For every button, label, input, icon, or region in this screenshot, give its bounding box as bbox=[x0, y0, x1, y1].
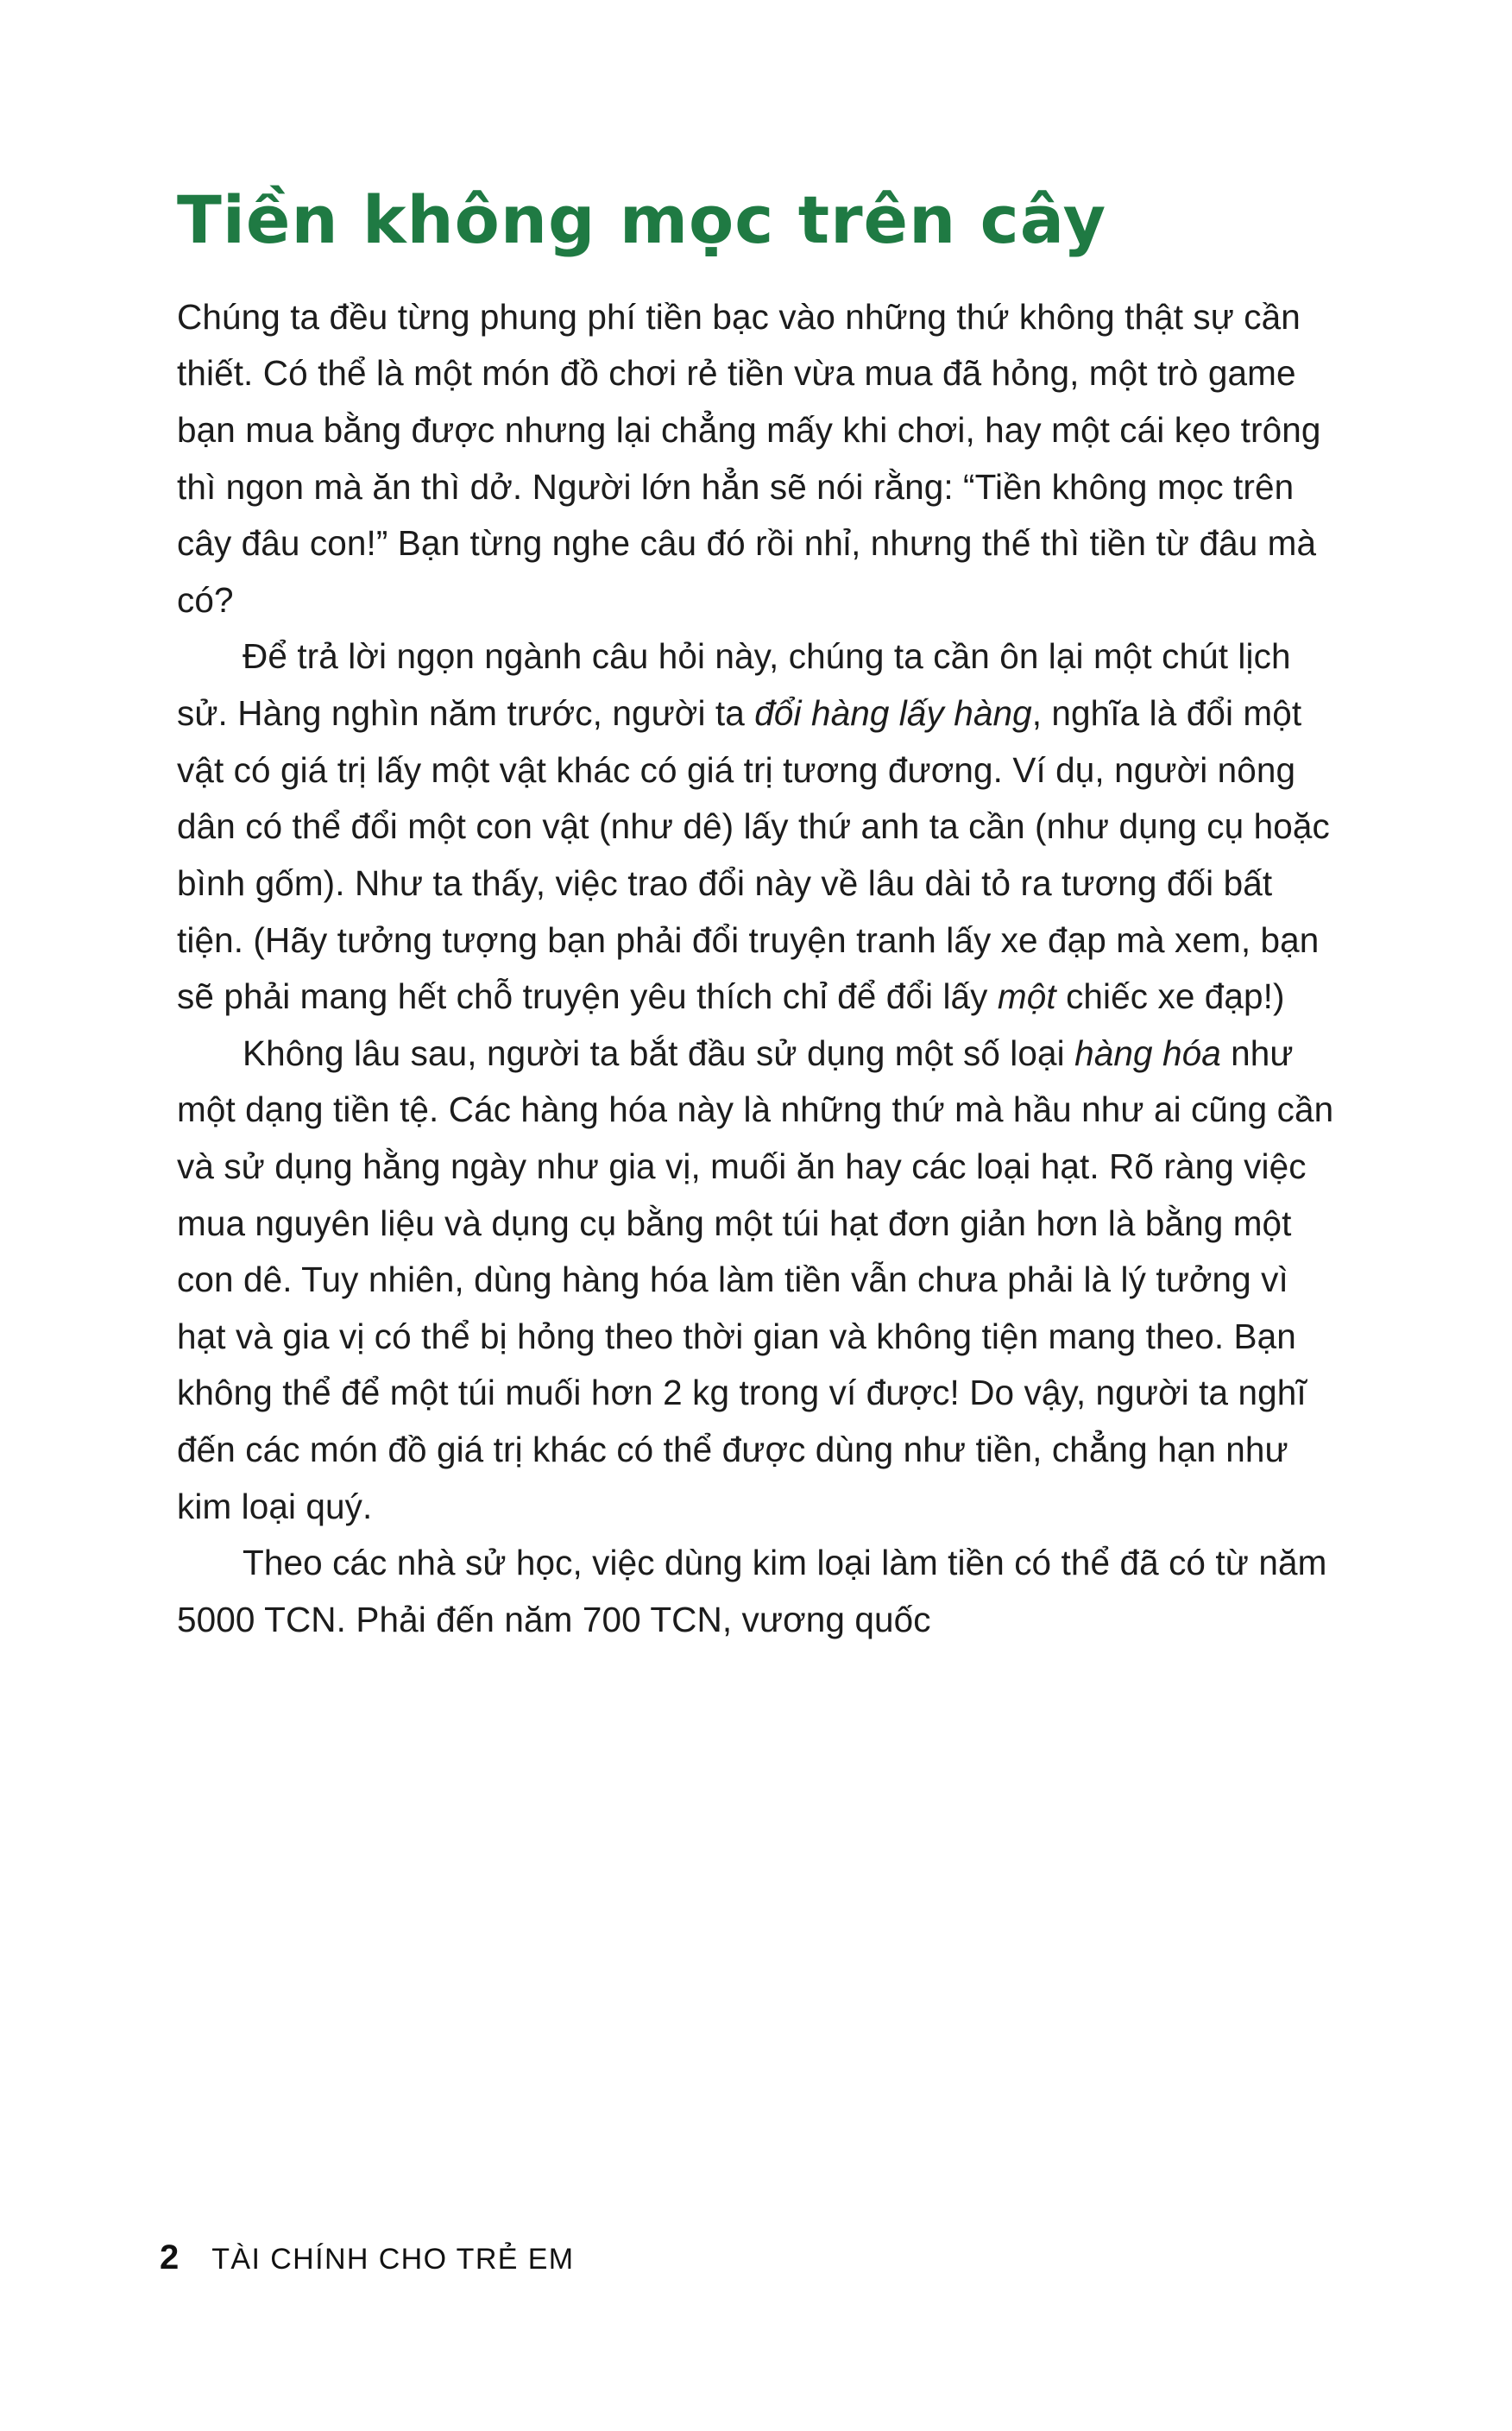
page-title: Tiền không mọc trên cây bbox=[177, 181, 1107, 258]
paragraph-3-seg-3: như một dạng tiền tệ. Các hàng hóa này là những thứ mà hầu như ai cũng cần và sử dụng hằng ngày như gia vị, muối ăn hay các loại hạt. Rõ ràng việc mua nguyên liệu và dụng cụ bằng một túi hạt đơn giản hơn là bằng một con dê. Tuy nhiên, dùng hàng hóa làm tiền vẫn chưa phải là lý tưởng vì hạt và gia vị có thể bị hỏng theo thời gian và không tiện mang theo. Bạn không thể để một túi muối hơn 2 kg trong ví được! Do vậy, người ta nghĩ đến các món đồ giá trị khác có thể được dùng như tiền, chẳng hạn như kim loại quý. bbox=[177, 1032, 1334, 1526]
page-content bbox=[177, 181, 1346, 1648]
paragraph-3 bbox=[177, 1026, 1346, 1535]
paragraph-2-seg-4-italic: một bbox=[997, 976, 1056, 1017]
paragraph-4: Theo các nhà sử học, việc dùng kim loại làm tiền có thể đã có từ năm 5000 TCN. Phải đến năm 700 TCN, vương quốc bbox=[177, 1543, 1327, 1639]
paragraph-2-seg-5: chiếc xe đạp!) bbox=[1055, 976, 1285, 1017]
paragraph-1: Chúng ta đều từng phung phí tiền bạc vào những thứ không thật sự cần thiết. Có thể là một món đồ chơi rẻ tiền vừa mua đã hỏng, một trò game bạn mua bằng được nhưng lại chẳng mấy khi chơi, hay một cái kẹo trông thì ngon mà ăn thì dở. Người lớn hẳn sẽ nói rằng: “Tiền không mọc trên cây đâu con!” Bạn từng nghe câu đó rồi nhỉ, nhưng thế thì tiền từ đâu mà có? bbox=[177, 296, 1321, 620]
paragraph-2-seg-1: Để trả lời ngọn ngành câu hỏi này, chúng ta cần ôn lại một chút lịch sử. Hàng nghìn năm trước, người ta bbox=[177, 636, 1291, 734]
paragraph-2 bbox=[177, 628, 1346, 1025]
page-number: 2 bbox=[160, 2238, 180, 2276]
running-head: TÀI CHÍNH CHO TRẺ EM bbox=[211, 2243, 575, 2276]
paragraph-3-seg-1: Không lâu sau, người ta bắt đầu sử dụng một số loại bbox=[243, 1032, 1075, 1073]
paragraph-2-seg-3: , nghĩa là đổi một vật có giá trị lấy một vật khác có giá trị tương đương. Ví dụ, người nông dân có thể đổi một con vật (như dê) lấy thứ anh ta cần (như dụng cụ hoặc bình gốm). Như ta thấy, việc trao đổi này về lâu dài tỏ ra tương đối bất tiện. (Hãy tưởng tượng bạn phải đổi truyện tranh lấy xe đạp mà xem, bạn sẽ phải mang hết chỗ truyện yêu thích chỉ để đổi lấy bbox=[177, 693, 1330, 1017]
paragraph-3-seg-2-italic: hàng hóa bbox=[1074, 1032, 1221, 1073]
page-footer bbox=[160, 2238, 575, 2277]
paragraph-2-seg-2-italic: đổi hàng lấy hàng bbox=[754, 693, 1032, 734]
